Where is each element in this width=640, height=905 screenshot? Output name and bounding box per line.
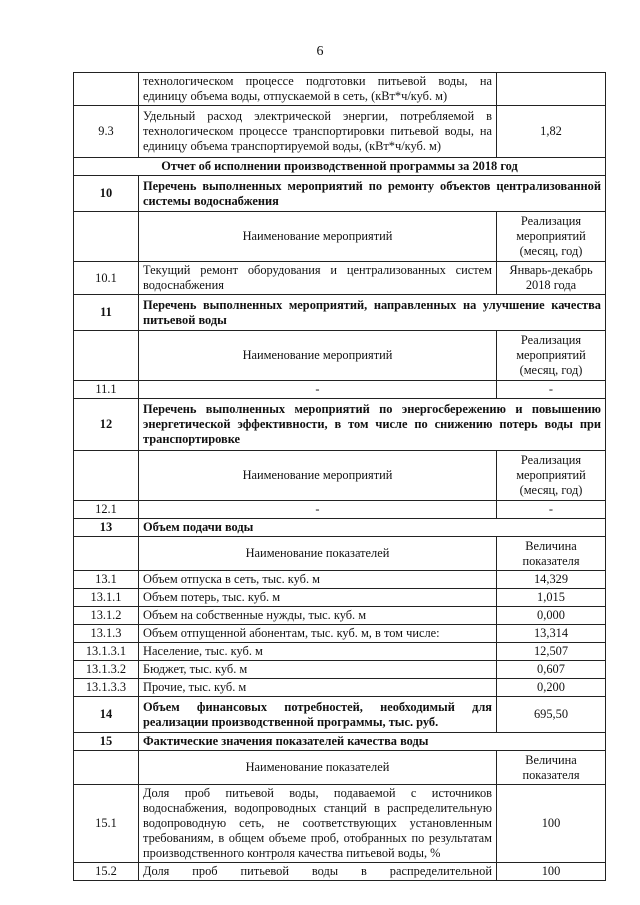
section-row <box>74 519 606 537</box>
row-number <box>74 751 139 785</box>
section-title: Объем подачи воды <box>139 519 606 537</box>
row-number: 15.2 <box>74 863 139 881</box>
row-number: 11.1 <box>74 381 139 399</box>
section-row <box>74 176 606 212</box>
table-row <box>74 73 606 106</box>
column-header-row <box>74 331 606 381</box>
row-text: Доля проб питьевой воды в распределительной <box>139 863 497 881</box>
row-number <box>74 73 139 106</box>
row-number: 10.1 <box>74 262 139 295</box>
row-text: технологическом процессе подготовки питьевой воды, на единицу объема воды, отпускаемой в сеть, (кВт*ч/куб. м) <box>139 73 497 106</box>
row-value: - <box>497 381 606 399</box>
row-value: Январь-декабрь 2018 года <box>497 262 606 295</box>
row-value: 100 <box>497 863 606 881</box>
row-text: Население, тыс. куб. м <box>139 643 497 661</box>
row-value: 695,50 <box>497 697 606 733</box>
table-row <box>74 661 606 679</box>
section-title: Перечень выполненных мероприятий, направленных на улучшение качества питьевой воды <box>139 295 606 331</box>
row-number: 13.1.1 <box>74 589 139 607</box>
column-header-impl: Величина показателя <box>497 751 606 785</box>
report-title: Отчет об исполнении производственной программы за 2018 год <box>74 158 606 176</box>
report-table <box>73 72 606 881</box>
section-row <box>74 295 606 331</box>
column-header-name: Наименование мероприятий <box>139 331 497 381</box>
table-row <box>74 381 606 399</box>
section-number: 11 <box>74 295 139 331</box>
column-header-row <box>74 212 606 262</box>
row-number: 13.1.3.1 <box>74 643 139 661</box>
column-header-impl: Реализация мероприятий (месяц, год) <box>497 331 606 381</box>
report-title-row <box>74 158 606 176</box>
row-number <box>74 331 139 381</box>
section-number: 15 <box>74 733 139 751</box>
column-header-name: Наименование мероприятий <box>139 451 497 501</box>
column-header-name: Наименование показателей <box>139 751 497 785</box>
table-row <box>74 625 606 643</box>
row-value: 12,507 <box>497 643 606 661</box>
section-number: 10 <box>74 176 139 212</box>
row-text: Доля проб питьевой воды, подаваемой с источников водоснабжения, водопроводных станций в распределительную водопроводную сеть, не соответствующих установленным требованиям, в общем объеме проб, отобранных по результатам производственного контроля качества питьевой воды, % <box>139 785 497 863</box>
row-text: Прочие, тыс. куб. м <box>139 679 497 697</box>
table-row <box>74 679 606 697</box>
row-number: 13.1.3 <box>74 625 139 643</box>
row-number: 13.1 <box>74 571 139 589</box>
row-text: Объем отпуска в сеть, тыс. куб. м <box>139 571 497 589</box>
row-text: Объем на собственные нужды, тыс. куб. м <box>139 607 497 625</box>
row-number: 13.1.3.3 <box>74 679 139 697</box>
row-value: 100 <box>497 785 606 863</box>
table-row <box>74 571 606 589</box>
row-text: Удельный расход электрической энергии, потребляемой в технологическом процессе транспортировки питьевой воды, на единицу объема транспортируемой воды, (кВт*ч/куб. м) <box>139 106 497 158</box>
row-text: Объем потерь, тыс. куб. м <box>139 589 497 607</box>
table-row <box>74 607 606 625</box>
row-value: 1,015 <box>497 589 606 607</box>
table-row <box>74 643 606 661</box>
row-text: - <box>139 381 497 399</box>
row-text: Текущий ремонт оборудования и централизованных систем водоснабжения <box>139 262 497 295</box>
row-number <box>74 451 139 501</box>
section-number: 13 <box>74 519 139 537</box>
section-row <box>74 399 606 451</box>
column-header-impl: Величина показателя <box>497 537 606 571</box>
section-row <box>74 697 606 733</box>
row-number: 15.1 <box>74 785 139 863</box>
table-row <box>74 262 606 295</box>
row-number: 12.1 <box>74 501 139 519</box>
section-title: Фактические значения показателей качества воды <box>139 733 606 751</box>
section-row <box>74 733 606 751</box>
section-number: 12 <box>74 399 139 451</box>
table-row <box>74 589 606 607</box>
row-text: - <box>139 501 497 519</box>
section-title: Объем финансовых потребностей, необходимый для реализации производственной программы, тыс. руб. <box>139 697 497 733</box>
column-header-impl: Реализация мероприятий (месяц, год) <box>497 451 606 501</box>
section-title: Перечень выполненных мероприятий по энергосбережению и повышению энергетической эффективности, в том числе по снижению потерь воды при транспортировке <box>139 399 606 451</box>
column-header-impl: Реализация мероприятий (месяц, год) <box>497 212 606 262</box>
row-value: 0,607 <box>497 661 606 679</box>
row-value: 13,314 <box>497 625 606 643</box>
row-text: Бюджет, тыс. куб. м <box>139 661 497 679</box>
column-header-row <box>74 751 606 785</box>
table-row <box>74 501 606 519</box>
row-value: - <box>497 501 606 519</box>
row-value: 1,82 <box>497 106 606 158</box>
row-value: 14,329 <box>497 571 606 589</box>
section-title: Перечень выполненных мероприятий по ремонту объектов централизованной системы водоснабжения <box>139 176 606 212</box>
page-number: 6 <box>316 44 324 59</box>
column-header-row <box>74 537 606 571</box>
row-value <box>497 73 606 106</box>
column-header-name: Наименование показателей <box>139 537 497 571</box>
row-text: Объем отпущенной абонентам, тыс. куб. м, в том числе: <box>139 625 497 643</box>
section-number: 14 <box>74 697 139 733</box>
row-number <box>74 537 139 571</box>
table-row <box>74 785 606 863</box>
column-header-name: Наименование мероприятий <box>139 212 497 262</box>
row-value: 0,200 <box>497 679 606 697</box>
row-number: 9.3 <box>74 106 139 158</box>
table-row <box>74 863 606 881</box>
column-header-row <box>74 451 606 501</box>
table-row <box>74 106 606 158</box>
row-value: 0,000 <box>497 607 606 625</box>
row-number <box>74 212 139 262</box>
row-number: 13.1.3.2 <box>74 661 139 679</box>
row-number: 13.1.2 <box>74 607 139 625</box>
